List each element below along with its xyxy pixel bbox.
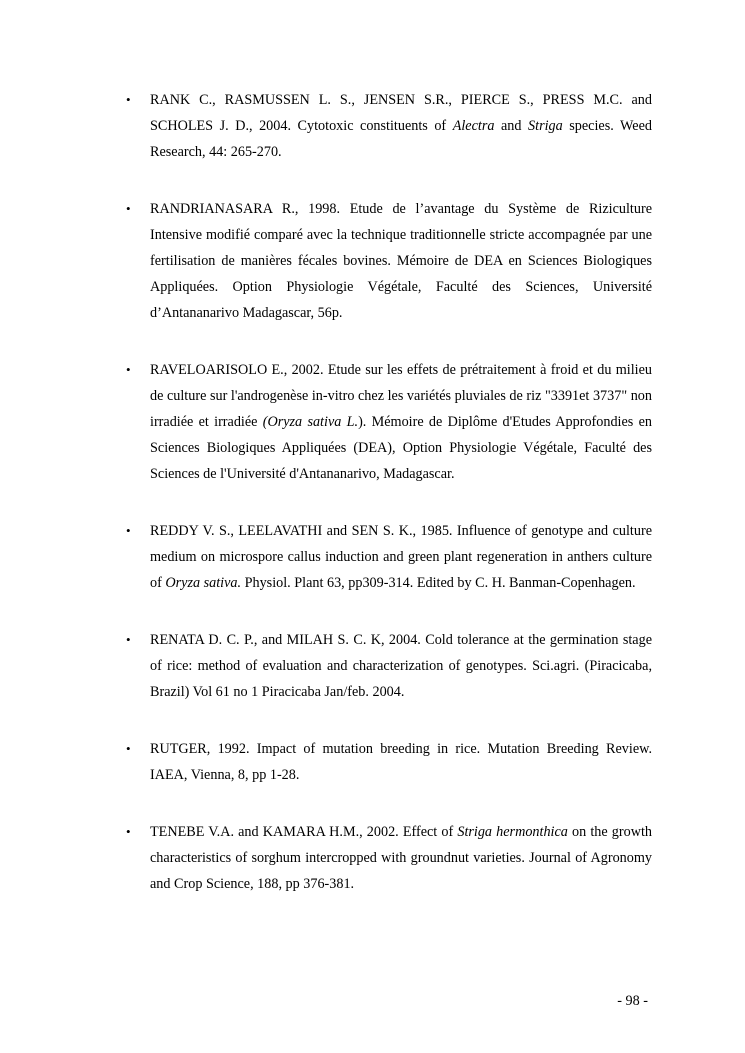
reference-text-segment: RANK C., RASMUSSEN L. S., JENSEN S.R., PIERCE S., PRESS M.C. and SCHOLES J. D., 2004. Cytotoxic constituents of — [150, 92, 652, 134]
reference-item — [126, 357, 652, 487]
bullet-icon: • — [126, 523, 131, 538]
reference-text — [150, 201, 652, 321]
reference-text — [150, 523, 652, 591]
reference-list — [126, 87, 653, 928]
reference-item — [126, 819, 653, 897]
reference-item — [126, 518, 652, 596]
bullet-icon: • — [126, 201, 131, 216]
reference-text-segment: species. Weed Research, 44: 265-270. — [150, 118, 652, 160]
reference-text — [150, 824, 652, 892]
reference-text-segment: RANDRIANASARA R., 1998. Etude de l’avantage du Système de Riziculture Intensive modifié comparé avec la technique traditionnelle stricte accompagnée par une fertilisation de manières fécales bovines. Mémoire de DEA en Sciences Biologiques Appliquées. Option Physiologie Végétale, Faculté des Sciences, Université d’Antananarivo Madagascar, 56p. — [150, 201, 652, 321]
reference-text-segment: REDDY V. S., LEELAVATHI and SEN S. K., 1985. Influence of genotype and culture medium on microspore callus induction and green plant regeneration in anthers culture of — [150, 523, 652, 591]
reference-italic-segment: Oryza sativa. — [165, 575, 242, 591]
reference-text — [150, 92, 652, 160]
reference-italic-segment: Alectra — [452, 118, 495, 134]
page-number: - 98 - — [617, 993, 648, 1009]
reference-item — [126, 627, 652, 705]
bullet-icon: • — [126, 741, 131, 756]
reference-text-segment: on the growth characteristics of sorghum intercropped with groundnut varieties. Journal of Agronomy and Crop Science, 188, pp 376-381. — [150, 824, 653, 892]
reference-text — [150, 362, 652, 482]
reference-text-segment: RUTGER, 1992. Impact of mutation breeding in rice. Mutation Breeding Review. IAEA, Vienna, 8, pp 1-28. — [150, 741, 652, 783]
bullet-icon: • — [126, 92, 131, 107]
reference-text — [150, 632, 652, 700]
bullet-icon: • — [126, 824, 131, 839]
reference-text-segment: and — [494, 118, 529, 134]
reference-text-segment: Physiol. Plant 63, pp309-314. Edited by C. H. Banman-Copenhagen. — [241, 575, 636, 591]
reference-italic-segment: (Oryza sativa L. — [262, 414, 359, 430]
reference-item — [126, 736, 652, 788]
bullet-icon: • — [126, 632, 131, 647]
reference-italic-segment: Striga — [528, 118, 563, 134]
reference-text-segment: RAVELOARISOLO E., 2002. Etude sur les effets de prétraitement à froid et du milieu de culture sur l'androgenèse in-vitro chez les variétés pluviales de riz "3391et 3737" non irradiée et irradiée — [150, 362, 652, 430]
bullet-icon: • — [126, 362, 131, 377]
reference-text-segment: TENEBE V.A. and KAMARA H.M., 2002. Effect of — [150, 824, 458, 840]
reference-item — [126, 87, 652, 165]
reference-text-segment: ). Mémoire de Diplôme d'Etudes Approfondies en Sciences Biologiques Appliquées (DEA), Option Physiologie Végétale, Faculté des Sciences de l'Université d'Antananarivo, Madagascar. — [150, 414, 652, 482]
reference-text — [150, 741, 652, 783]
reference-italic-segment: Striga hermonthica — [457, 824, 568, 840]
reference-text-segment: RENATA D. C. P., and MILAH S. C. K, 2004. Cold tolerance at the germination stage of rice: method of evaluation and characterization of genotypes. Sci.agri. (Piracicaba, Brazil) Vol 61 no 1 Piracicaba Jan/feb. 2004. — [150, 632, 652, 700]
reference-item — [126, 196, 652, 326]
